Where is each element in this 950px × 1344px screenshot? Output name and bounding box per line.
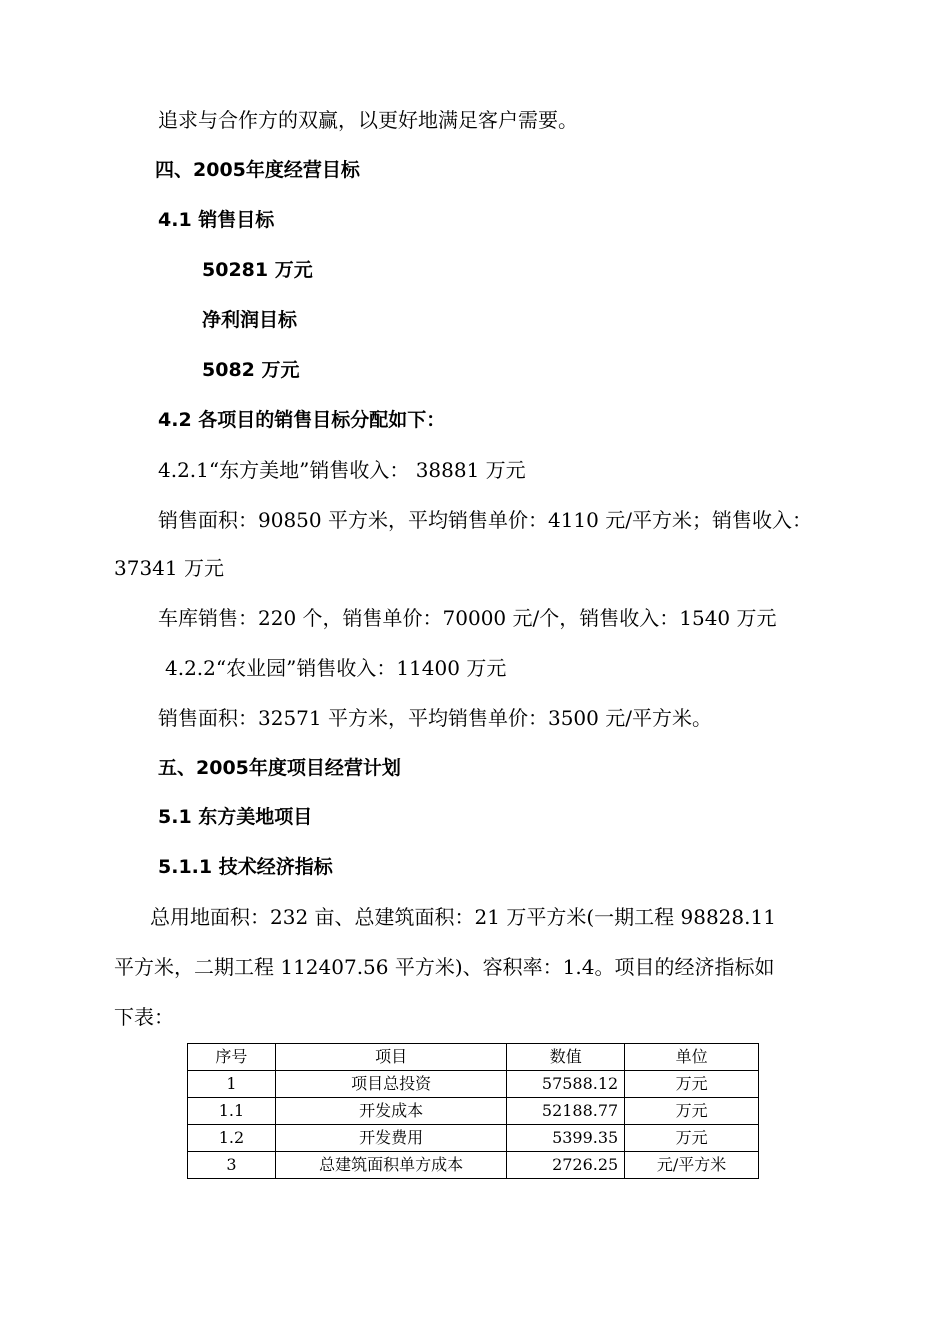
table-row [188, 1152, 759, 1179]
paragraph-total: 总用地面积：232 亩、总建筑面积：21 万平方米(一期工程 98828.11 [150, 905, 776, 929]
table-cell: 项目总投资 [275, 1071, 506, 1098]
table-row [188, 1125, 759, 1152]
paragraph-area-1-cont: 37341 万元 [114, 556, 224, 580]
table-cell: 万元 [625, 1125, 759, 1152]
subsection-heading-4-2: 4.2 各项目的销售目标分配如下： [158, 409, 446, 431]
table-cell: 3 [188, 1152, 276, 1179]
table-cell: 5399.35 [507, 1125, 625, 1152]
table-cell: 1.1 [188, 1098, 276, 1125]
indicator-table [187, 1043, 759, 1179]
paragraph-area-2: 销售面积：32571 平方米，平均销售单价：3500 元/平方米。 [158, 706, 712, 730]
paragraph-total-cont: 平方米，二期工程 112407.56 平方米)、容积率：1.4。项目的经济指标如 [114, 955, 775, 979]
paragraph-4-2-1: 4.2.1“东方美地”销售收入： 38881 万元 [158, 458, 526, 482]
sales-target-value: 50281 万元 [202, 259, 313, 281]
table-header-cell: 项目 [275, 1044, 506, 1071]
table-cell: 52188.77 [507, 1098, 625, 1125]
table-header-row [188, 1044, 759, 1071]
table-cell: 1.2 [188, 1125, 276, 1152]
paragraph-area-1: 销售面积：90850 平方米，平均销售单价：4110 元/平方米；销售收入： [158, 508, 812, 532]
table-cell: 1 [188, 1071, 276, 1098]
subsection-heading-4-1: 4.1 销售目标 [158, 209, 275, 231]
table-cell: 总建筑面积单方成本 [275, 1152, 506, 1179]
subsection-heading-5-1-1: 5.1.1 技术经济指标 [158, 856, 333, 878]
table-cell: 万元 [625, 1071, 759, 1098]
net-profit-value: 5082 万元 [202, 359, 300, 381]
table-row [188, 1071, 759, 1098]
section-heading-5: 五、2005年度项目经营计划 [158, 757, 401, 779]
table-header-cell: 数值 [507, 1044, 625, 1071]
net-profit-label: 净利润目标 [202, 309, 298, 331]
table-header-cell: 序号 [188, 1044, 276, 1071]
table-cell: 开发费用 [275, 1125, 506, 1152]
table-row [188, 1098, 759, 1125]
paragraph-4-2-2: 4.2.2“农业园”销售收入：11400 万元 [165, 656, 507, 680]
paragraph-line: 追求与合作方的双赢，以更好地满足客户需要。 [158, 108, 578, 132]
paragraph-garage: 车库销售：220 个，销售单价：70000 元/个，销售收入：1540 万元 [158, 606, 777, 630]
table-cell: 万元 [625, 1098, 759, 1125]
subsection-heading-5-1: 5.1 东方美地项目 [158, 806, 313, 828]
table-cell: 57588.12 [507, 1071, 625, 1098]
section-heading-4: 四、2005年度经营目标 [155, 159, 360, 181]
table-cell: 2726.25 [507, 1152, 625, 1179]
table-cell: 开发成本 [275, 1098, 506, 1125]
paragraph-total-cont-2: 下表： [114, 1005, 174, 1029]
table-cell: 元/平方米 [625, 1152, 759, 1179]
table-header-cell: 单位 [625, 1044, 759, 1071]
